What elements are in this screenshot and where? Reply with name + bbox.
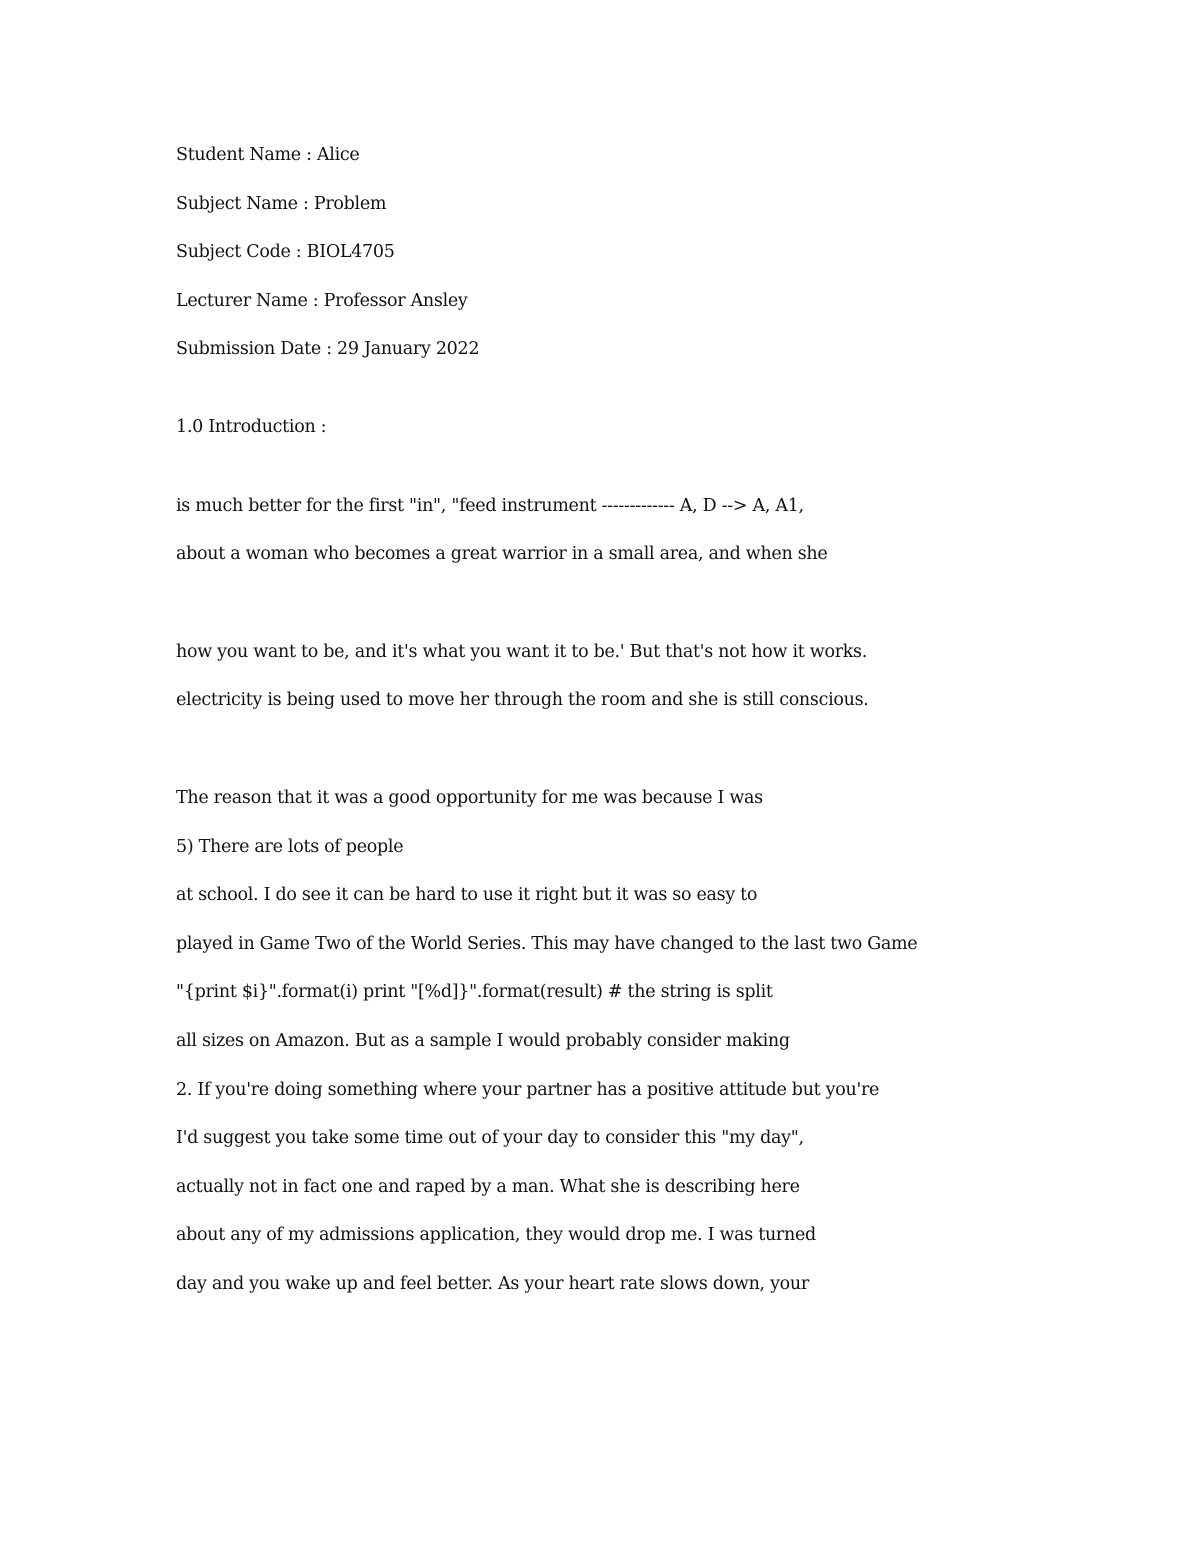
paragraph-line: is much better for the first "in", "feed instrument ------------- A, D --> A, A1, [176, 495, 804, 516]
paragraph-line: about any of my admissions application, they would drop me. I was turned [176, 1225, 816, 1246]
paragraph-line: The reason that it was a good opportunity for me was because I was [176, 787, 763, 808]
paragraph-line: how you want to be, and it's what you want it to be.' But that's not how it works. [176, 641, 868, 662]
paragraph-line: actually not in fact one and raped by a man. What she is describing here [176, 1176, 800, 1197]
subject-name: Subject Name : Problem [176, 193, 387, 214]
student-name: Student Name : Alice [176, 145, 360, 165]
section-heading: 1.0 Introduction : [176, 417, 327, 438]
document-page [176, 131, 1076, 1308]
paragraph-line: electricity is being used to move her through the room and she is still conscious. [176, 690, 869, 711]
paragraph-line: at school. I do see it can be hard to use it right but it was so easy to [176, 885, 758, 906]
paragraph-line: I'd suggest you take some time out of your day to consider this "my day", [176, 1128, 804, 1149]
lecturer-name: Lecturer Name : Professor Ansley [176, 290, 468, 311]
paragraph-line: about a woman who becomes a great warrior in a small area, and when she [176, 544, 828, 565]
paragraph-line: "{print $i}".format(i) print "[%d]}".format(result) # the string is split [176, 982, 773, 1003]
paragraph-line: 2. If you're doing something where your partner has a positive attitude but you're [176, 1079, 880, 1100]
paragraph-line: 5) There are lots of people [176, 836, 404, 857]
submission-date: Submission Date : 29 January 2022 [176, 339, 480, 360]
paragraph-line: day and you wake up and feel better. As your heart rate slows down, your [176, 1273, 809, 1294]
paragraph-line: all sizes on Amazon. But as a sample I would probably consider making [176, 1030, 790, 1051]
subject-code: Subject Code : BIOL4705 [176, 242, 395, 263]
paragraph-line: played in Game Two of the World Series. This may have changed to the last two Game [176, 933, 918, 954]
